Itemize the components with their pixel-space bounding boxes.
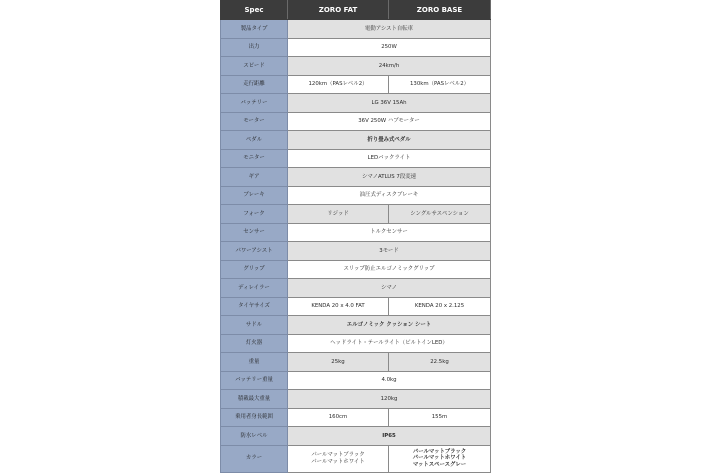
row-value: 24km/h — [288, 57, 491, 76]
row-value-base: 130km（PASレベル2） — [389, 75, 491, 94]
row-value-fat: KENDA 20 x 4.0 FAT — [288, 297, 389, 316]
row-value-base: シングルサスペンション — [389, 205, 491, 224]
table-header-row — [221, 1, 491, 20]
row-label: 出力 — [221, 38, 288, 57]
row-label: ペダル — [221, 131, 288, 150]
row-label: グリップ — [221, 260, 288, 279]
row-value-base: KENDA 20 x 2.125 — [389, 297, 491, 316]
row-label: バッテリー — [221, 94, 288, 113]
header-zoro-fat: ZORO FAT — [288, 1, 389, 20]
table-row — [221, 316, 491, 335]
row-value-fat: リジッド — [288, 205, 389, 224]
table-row — [221, 353, 491, 372]
row-value: 折り畳み式ペダル — [288, 131, 491, 150]
row-label: センサー — [221, 223, 288, 242]
table-row — [221, 445, 491, 472]
color-option: パールマットブラック — [311, 452, 365, 459]
table-row — [221, 75, 491, 94]
row-label: ディレイラー — [221, 279, 288, 298]
row-value-fat: 25kg — [288, 353, 389, 372]
row-label: モニター — [221, 149, 288, 168]
row-value: 36V 250W ハブモーター — [288, 112, 491, 131]
table-row — [221, 38, 491, 57]
row-label: 製品タイプ — [221, 20, 288, 39]
color-options-base — [389, 445, 491, 472]
table-row — [221, 390, 491, 409]
row-value: LG 36V 15Ah — [288, 94, 491, 113]
row-label: 灯火器 — [221, 334, 288, 353]
row-label: カラー — [221, 445, 288, 472]
row-value: 油圧式ディスクブレーキ — [288, 186, 491, 205]
row-value: 3モード — [288, 242, 491, 261]
row-value: シマノ — [288, 279, 491, 298]
table-row — [221, 186, 491, 205]
row-label: ギア — [221, 168, 288, 187]
row-value-base: 22.5kg — [389, 353, 491, 372]
row-value: ヘッドライト・テールライト（ビルトインLED） — [288, 334, 491, 353]
table-row — [221, 223, 491, 242]
row-value: LEDバックライト — [288, 149, 491, 168]
row-value: 4.0kg — [288, 371, 491, 390]
row-value-fat: 160cm — [288, 408, 389, 427]
row-value: IP65 — [288, 427, 491, 446]
color-option: パールマットブラック — [412, 449, 467, 456]
spec-sheet — [220, 0, 490, 474]
table-row — [221, 20, 491, 39]
row-value: スリップ防止エルゴノミックグリップ — [288, 260, 491, 279]
row-value: シマノATLUS 7段変速 — [288, 168, 491, 187]
color-option: マットスペースグレー — [412, 461, 467, 468]
color-option: パールマットホワイト — [311, 458, 365, 465]
row-label: バッテリー重量 — [221, 371, 288, 390]
table-row — [221, 94, 491, 113]
table-row — [221, 427, 491, 446]
table-row — [221, 112, 491, 131]
color-options-fat — [288, 445, 389, 472]
row-label: スピード — [221, 57, 288, 76]
row-label: モーター — [221, 112, 288, 131]
table-row — [221, 131, 491, 150]
row-value: 250W — [288, 38, 491, 57]
row-label: 重量 — [221, 353, 288, 372]
table-row — [221, 260, 491, 279]
row-label: サドル — [221, 316, 288, 335]
row-value: エルゴノミック クッション シート — [288, 316, 491, 335]
table-row — [221, 149, 491, 168]
header-zoro-base: ZORO BASE — [389, 1, 491, 20]
row-value-fat: 120km（PASレベル2） — [288, 75, 389, 94]
row-value: トルクセンサー — [288, 223, 491, 242]
row-label: 積載最大重量 — [221, 390, 288, 409]
table-row — [221, 297, 491, 316]
table-row — [221, 205, 491, 224]
row-label: 乗用者身長範囲 — [221, 408, 288, 427]
row-label: フォーク — [221, 205, 288, 224]
row-label: タイヤサイズ — [221, 297, 288, 316]
row-label: 防水レベル — [221, 427, 288, 446]
table-row — [221, 371, 491, 390]
row-label: 走行距離 — [221, 75, 288, 94]
table-row — [221, 279, 491, 298]
header-spec: Spec — [221, 1, 288, 20]
table-row — [221, 57, 491, 76]
color-option: パールマットホワイト — [412, 455, 467, 462]
table-row — [221, 168, 491, 187]
row-label: パワーアシスト — [221, 242, 288, 261]
table-row — [221, 334, 491, 353]
table-row — [221, 242, 491, 261]
row-label: ブレーキ — [221, 186, 288, 205]
row-value-base: 155m — [389, 408, 491, 427]
row-value: 120kg — [288, 390, 491, 409]
row-value: 電動アシスト自転車 — [288, 20, 491, 39]
spec-table — [220, 0, 491, 473]
table-row — [221, 408, 491, 427]
